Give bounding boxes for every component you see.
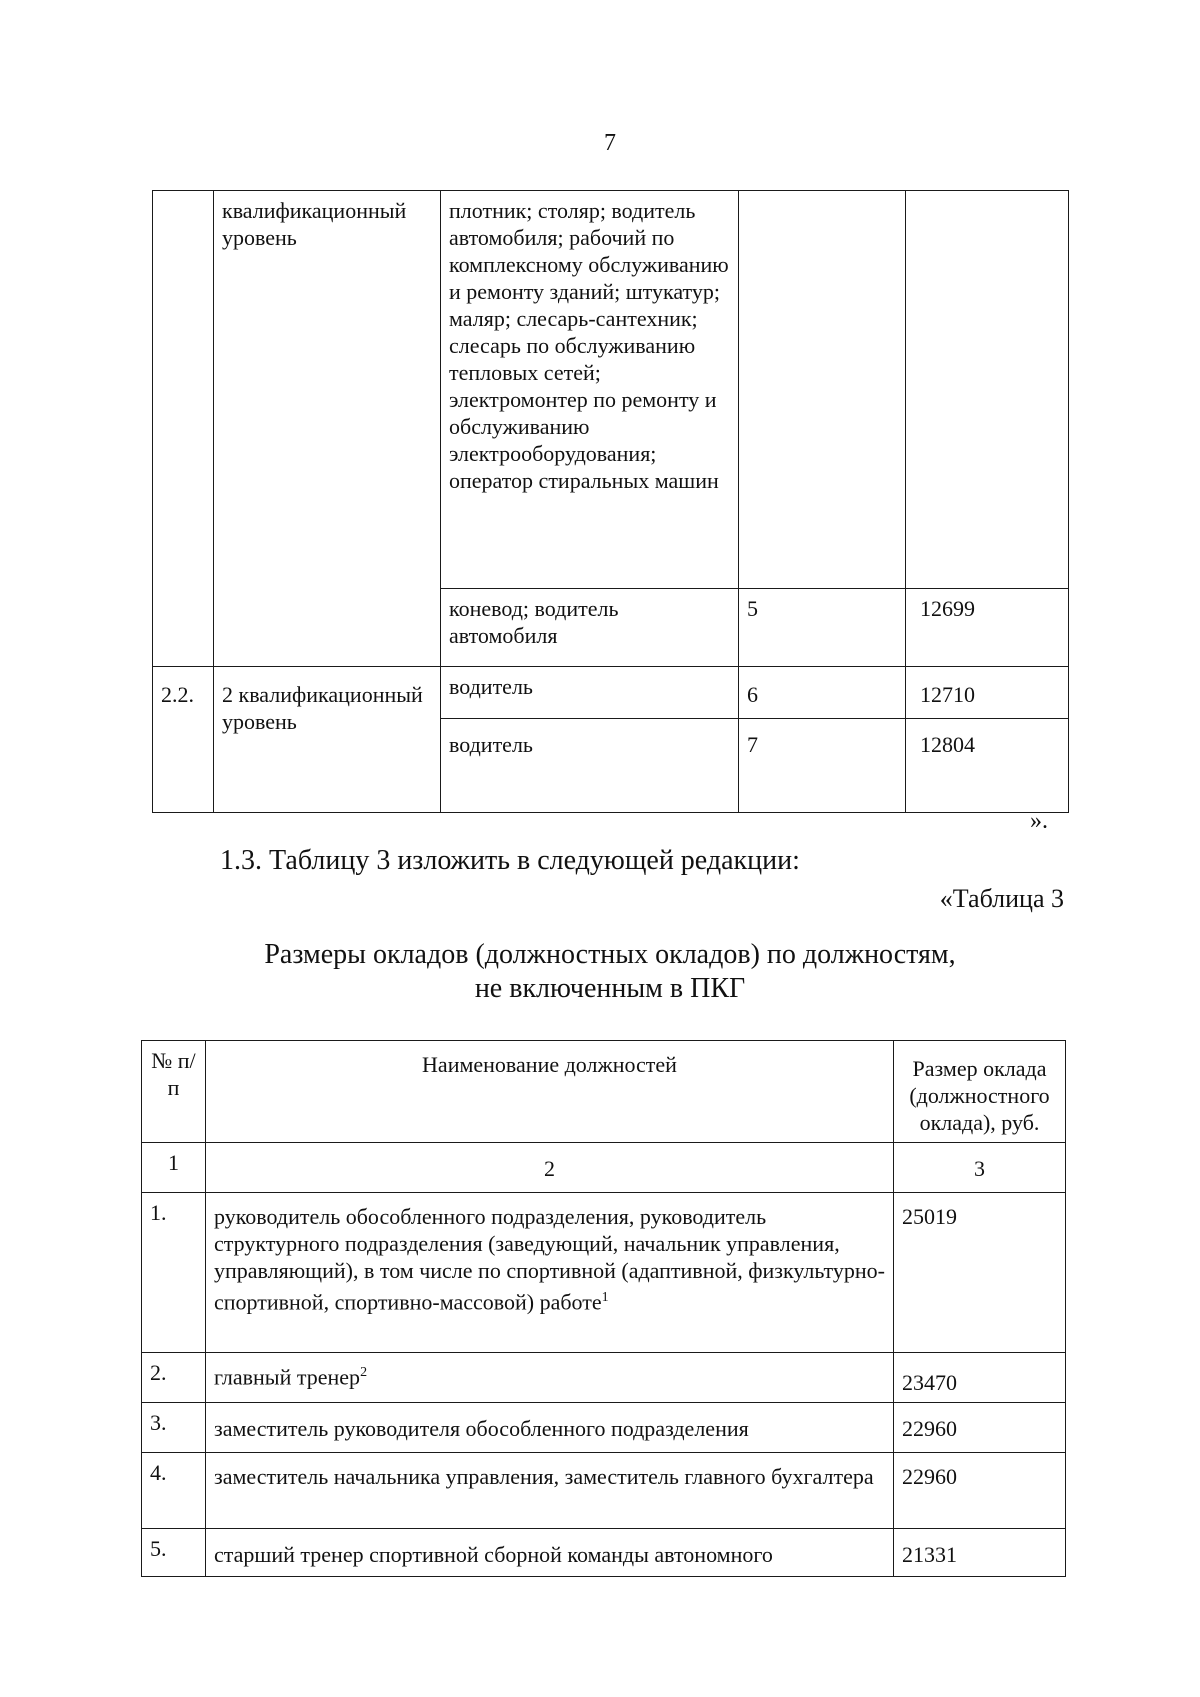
positions-cell: коневод; водитель автомобиля: [441, 589, 739, 667]
closing-quote: ».: [1030, 808, 1048, 834]
row-num: 1.: [142, 1193, 206, 1353]
level-cell: 2 квалификационный уровень: [214, 667, 441, 813]
row-salary: 25019: [894, 1193, 1066, 1353]
table-row: [142, 1453, 1066, 1529]
salary-cell: [906, 191, 1069, 589]
row-name: заместитель начальника управления, заместитель главного бухгалтера: [206, 1453, 894, 1529]
table-row: [142, 1193, 1066, 1353]
table-row: [142, 1353, 1066, 1403]
row-num: 3.: [142, 1403, 206, 1453]
row-name: руководитель обособленного подразделения, руководитель структурного подразделения (заведующий, начальник управления, управляющий), в том числе по спортивной (адаптивной, физкультурно-спортивной, спортивно-массовой) работе$^1$: [206, 1193, 894, 1353]
grade-cell: 5: [739, 589, 906, 667]
num-cell: 2.2.: [153, 667, 214, 813]
col-number: 3: [894, 1143, 1066, 1193]
row-salary: 23470: [894, 1353, 1066, 1403]
page-number: 7: [604, 130, 616, 156]
row-num: 5.: [142, 1529, 206, 1577]
salary-cell: 12710: [906, 667, 1069, 719]
table-row: [142, 1403, 1066, 1453]
salary-table: [141, 1040, 1066, 1577]
salary-cell: 12804: [906, 719, 1069, 813]
row-name: главный тренер$^2$: [206, 1353, 894, 1403]
col-number: 1: [142, 1143, 206, 1193]
row-salary: 22960: [894, 1403, 1066, 1453]
header-num: № п/п: [142, 1041, 206, 1143]
row-name: старший тренер спортивной сборной команды автономного: [206, 1529, 894, 1577]
positions-cell: водитель: [441, 667, 739, 719]
header-salary: Размер оклада (должностного оклада), руб.: [894, 1041, 1066, 1143]
header-name: Наименование должностей: [206, 1041, 894, 1143]
table-label: «Таблица 3: [939, 884, 1064, 913]
positions-cell: плотник; столяр; водитель автомобиля; рабочий по комплексному обслуживанию и ремонту зданий; штукатур; маляр; слесарь-сантехник; слесарь по обслуживанию тепловых сетей; электромонтер по ремонту и обслуживанию электрооборудования; оператор стиральных машин: [441, 191, 739, 589]
section-heading: 1.3. Таблицу 3 изложить в следующей редакции:: [220, 845, 800, 876]
row-salary: 22960: [894, 1453, 1066, 1529]
table-row: [142, 1529, 1066, 1577]
grade-cell: 6: [739, 667, 906, 719]
row-name: заместитель руководителя обособленного подразделения: [206, 1403, 894, 1453]
col-number: 2: [206, 1143, 894, 1193]
grade-cell: 7: [739, 719, 906, 813]
grade-cell: [739, 191, 906, 589]
row-salary: 21331: [894, 1529, 1066, 1577]
row-num: 4.: [142, 1453, 206, 1529]
level-cell: квалификационный уровень: [214, 191, 441, 667]
row-num: 2.: [142, 1353, 206, 1403]
salary-cell: 12699: [906, 589, 1069, 667]
table-title: Размеры окладов (должностных окладов) по должностям, не включенным в ПКГ: [264, 939, 956, 1004]
positions-cell: водитель: [441, 719, 739, 813]
num-cell-empty: [153, 191, 214, 667]
qualification-table: [152, 190, 1069, 813]
